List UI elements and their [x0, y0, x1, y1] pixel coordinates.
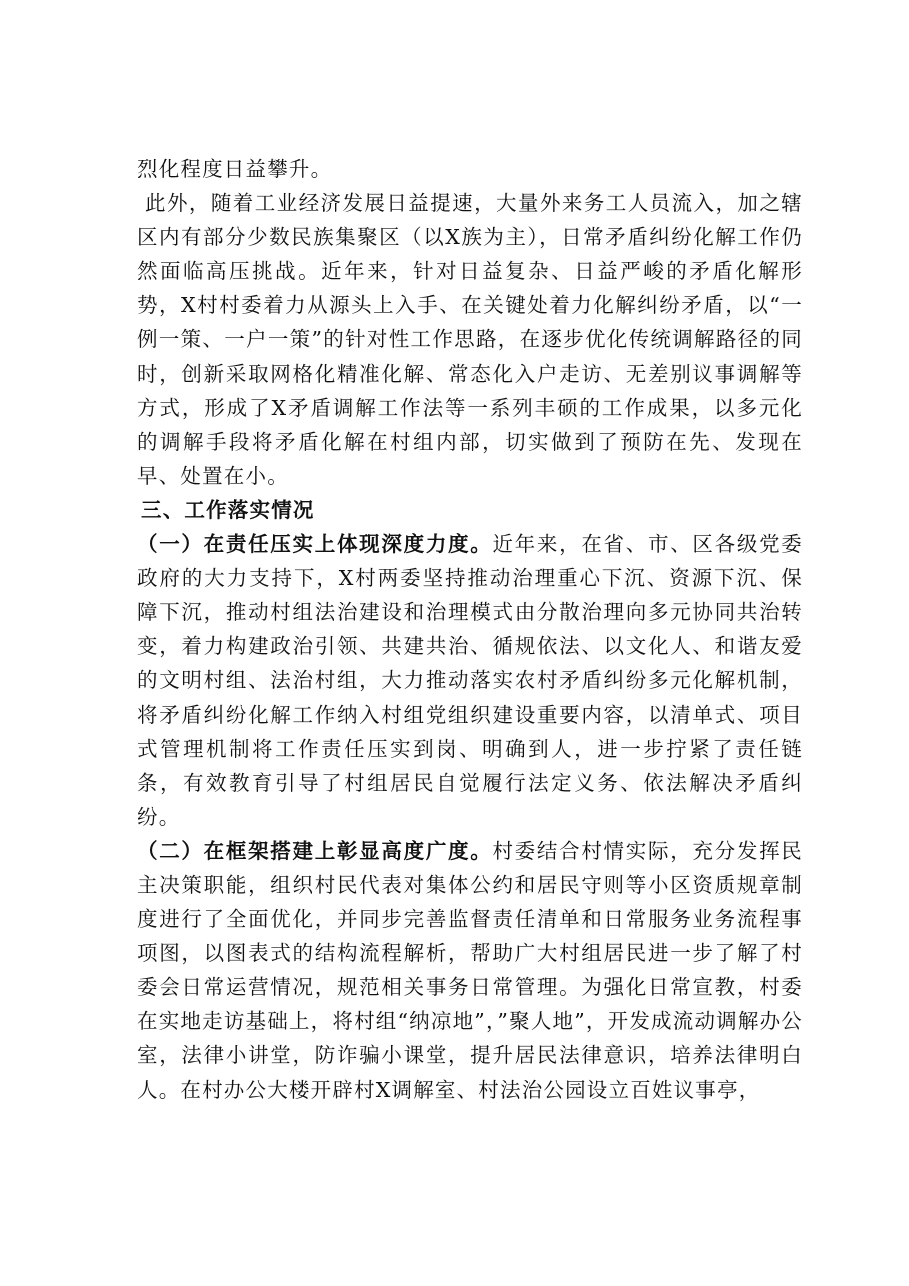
item-2-body: 村委结合村情实际，充分发挥民主决策职能，组织村民代表对集体公约和居民守则等小区资质规章制度进行了全面优化，并同步完善监督责任清单和日常服务业务流程事项图，以图表式的结构流程解析，帮助广大村组居民进一步了解了村委会日常运营情况，规范相关事务日常管理。为强化日常宣教，村委在实地走访基础上，将村组“纳凉地”，”聚人地”，开发成流动调解办公室，法律小讲堂，防诈骗小课堂，提升居民法律意识，培养法律明白人。在村办公大楼开辟村X调解室、村法治公园设立百姓议事亭，	[137, 838, 803, 1102]
item-2-lead: （二）在框架搭建上彰显高度广度。	[137, 838, 493, 863]
paragraph-background: 此外，随着工业经济发展日益提速，大量外来务工人员流入，加之辖区内有部分少数民族集聚区（以X族为主），日常矛盾纠纷化解工作仍然面临高压挑战。近年来，针对日益复杂、日益严峻的矛盾化解形势，X村村委着力从源头上入手、在关键处着力化解纠纷矛盾，以“一例一策、一户一策”的针对性工作思路，在逐步优化传统调解路径的同时，创新采取网格化精准化解、常态化入户走访、无差别议事调解等方式，形成了X矛盾调解工作法等一系列丰硕的工作成果，以多元化的调解手段将矛盾化解在村组内部，切实做到了预防在先、发现在早、处置在小。	[137, 191, 803, 488]
item-1-body: 近年来，在省、市、区各级党委政府的大力支持下，X村两委坚持推动治理重心下沉、资源下沉、保障下沉，推动村组法治建设和治理模式由分散治理向多元协同共治转变，着力构建政治引领、共建共治、循规依法、以文化人、和谐友爱的文明村组、法治村组，大力推动落实农村矛盾纠纷多元化解机制，将矛盾纠纷化解工作纳入村组党组织建设重要内容，以清单式、项目式管理机制将工作责任压实到岗、明确到人，进一步拧紧了责任链条，有效教育引导了村组居民自觉履行法定义务、依法解决矛盾纠纷。	[137, 532, 803, 829]
item-1-lead: （一）在责任压实上体现深度力度。	[137, 532, 493, 557]
paragraph-continuation: 烈化程度日益攀升。	[137, 157, 333, 181]
document-body	[137, 152, 803, 1107]
paragraph-item-1	[137, 527, 803, 834]
section-heading: 三、工作落实情况	[141, 497, 315, 522]
paragraph-item-2	[137, 834, 803, 1107]
